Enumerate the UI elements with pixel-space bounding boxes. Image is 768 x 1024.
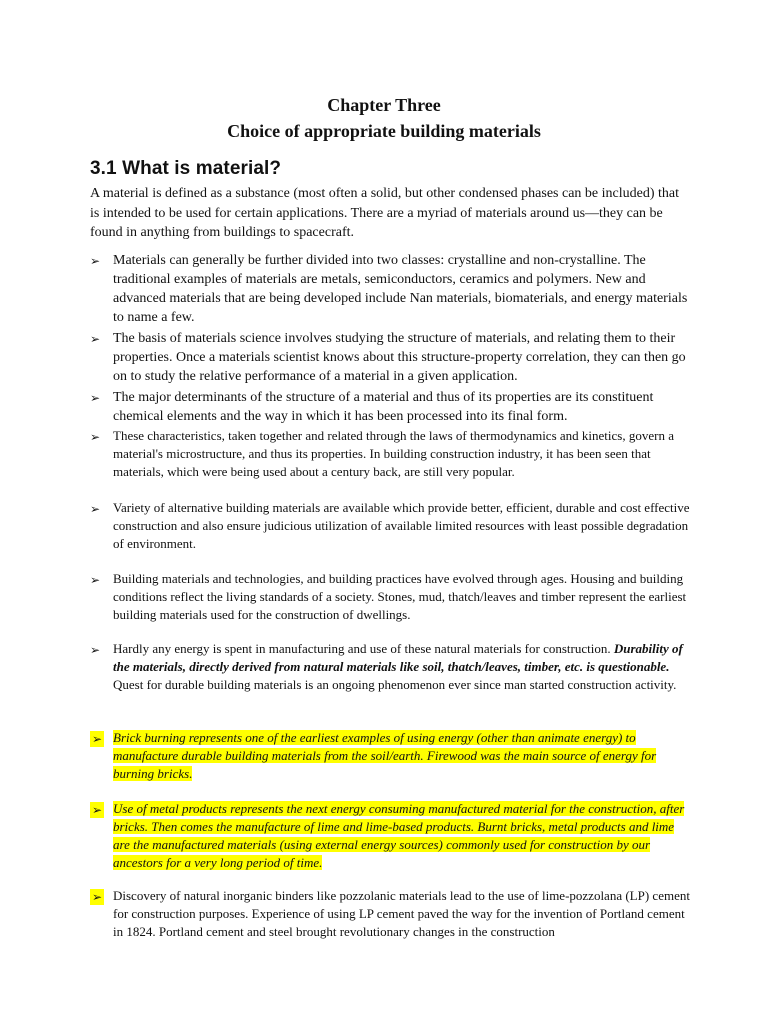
arrow-bullet-icon: ➢ (90, 643, 101, 657)
bullet-item (90, 427, 710, 481)
bullet-text-plain: Quest for durable building materials is an ongoing phenomenon ever since man started construction activity. (113, 677, 677, 692)
bullet-item (90, 388, 710, 426)
bullet-text: Variety of alternative building materials are available which provide better, efficient, durable and cost effective construction and also ensure judicious utilization of available limited resources with least possible degradation of environment. (113, 500, 690, 551)
section-heading: 3.1 What is material? (90, 158, 282, 179)
bullet-text: Discovery of natural inorganic binders like pozzolanic materials lead to the use of lime-pozzolana (LP) cement for construction purposes. Experience of using LP cement paved the way for the invention of Portland cement in 1824. Portland cement and steel brought revolutionary changes in the construction (113, 888, 690, 939)
bullet-text: Building materials and technologies, and building practices have evolved through ages. Housing and building conditions reflect the living standards of a society. Stones, mud, thatch/leaves and timber represent the earliest building materials used for the construction of dwellings. (113, 571, 687, 622)
arrow-bullet-icon: ➢ (91, 803, 103, 817)
bullet-text: Materials can generally be further divided into two classes: crystalline and non-crystalline. The traditional examples of materials are metals, semiconductors, ceramics and polymers. New and advanced materials that are being developed include Nan materials, biomaterials, and energy materials to name a few. (113, 253, 688, 325)
arrow-bullet-icon: ➢ (90, 430, 101, 444)
bullet-text: The basis of materials science involves studying the structure of materials, and relating them to their properties. Once a materials scientist knows about this structure-property correlation, they can then go on to study the relative performance of a material in a given application. (113, 331, 686, 384)
bullet-item (90, 887, 710, 941)
intro-paragraph: A material is defined as a substance (most often a solid, but other condensed phases can be included) that is intended to be used for certain applications. There are a myriad of materials around us—they can be found in anything from buildings to spacecraft. (90, 186, 679, 240)
highlighted-text: Use of metal products represents the next energy consuming manufactured material for the construction, after bricks. Then comes the manufacture of lime and lime-based products. Burnt bricks, metal products and lime are the manufactured materials (using external energy sources) commonly used for construction by our ancestors for a very long period of time. (113, 801, 685, 870)
bullet-text: The major determinants of the structure of a material and thus of its properties are its constituent chemical elements and the way in which it has been processed into its final form. (113, 390, 654, 424)
highlighted-text: Brick burning represents one of the earliest examples of using energy (other than animate energy) to manufacture durable building materials from the soil/earth. Firewood was the main source of energy for burning bricks. (113, 730, 657, 781)
arrow-bullet-icon: ➢ (90, 332, 101, 346)
bullet-item (90, 570, 710, 624)
chapter-title: Chapter Three (327, 95, 441, 115)
chapter-subtitle: Choice of appropriate building materials (227, 121, 541, 141)
bullet-item (90, 640, 710, 694)
bullet-item (90, 499, 710, 553)
arrow-bullet-icon: ➢ (91, 732, 103, 746)
bullet-text (113, 729, 693, 783)
bullet-item (90, 251, 710, 327)
arrow-bullet-icon: ➢ (90, 391, 101, 405)
bullet-item (90, 329, 710, 386)
bullet-text: These characteristics, taken together and related through the laws of thermodynamics and kinetics, govern a material's microstructure, and thus its properties. In building construction industry, it has been seen that materials, which were being used about a century back, are still very popular. (113, 428, 674, 479)
arrow-bullet-icon: ➢ (90, 573, 101, 587)
bullet-text-emphasis: Durability of the materials, directly derived from natural materials like soil, thatch/leaves, timber, etc. is questionable. (113, 641, 683, 674)
arrow-bullet-icon: ➢ (90, 254, 101, 268)
bullet-text (113, 640, 693, 694)
bullet-item-highlighted (90, 729, 710, 783)
arrow-bullet-icon: ➢ (90, 502, 101, 516)
arrow-bullet-icon: ➢ (91, 890, 103, 904)
bullet-text-plain: Hardly any energy is spent in manufacturing and use of these natural materials for construction. (113, 641, 614, 656)
bullet-text (113, 800, 693, 872)
bullet-item-highlighted (90, 800, 710, 872)
